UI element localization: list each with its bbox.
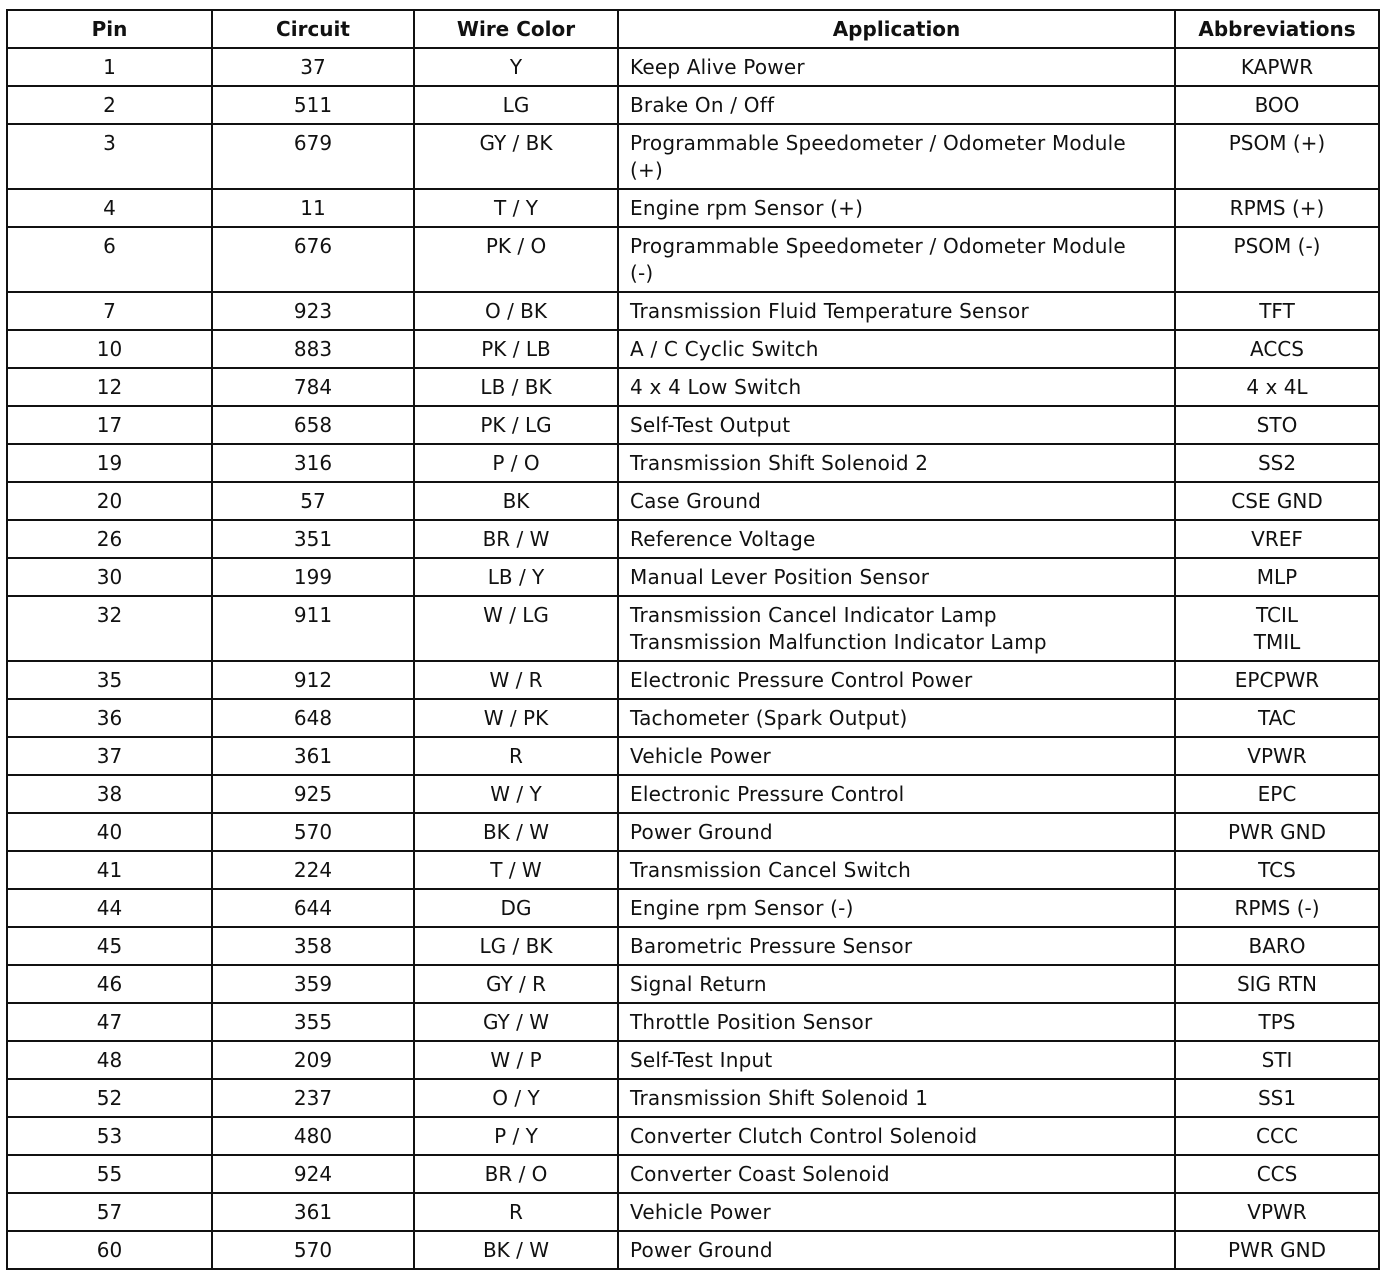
table-row — [7, 775, 1379, 813]
table-row — [7, 482, 1379, 520]
abbreviation-cell — [1175, 596, 1379, 661]
table-row — [7, 596, 1379, 661]
application-line: Case Ground — [630, 489, 762, 513]
application-cell — [618, 330, 1175, 368]
circuit-cell: 316 — [212, 444, 414, 482]
application-line: A / C Cyclic Switch — [630, 337, 819, 361]
pin-cell: 30 — [7, 558, 212, 596]
abbreviation-cell — [1175, 1079, 1379, 1117]
circuit-cell: 358 — [212, 927, 414, 965]
application-cell — [618, 699, 1175, 737]
circuit-cell: 511 — [212, 86, 414, 124]
table-row — [7, 1003, 1379, 1041]
pin-cell: 57 — [7, 1193, 212, 1231]
table-body — [7, 48, 1379, 1269]
abbreviation-cell — [1175, 368, 1379, 406]
abbreviation-cell — [1175, 330, 1379, 368]
abbreviation-line: SS2 — [1257, 451, 1297, 475]
application-cell — [618, 661, 1175, 699]
circuit-cell: 912 — [212, 661, 414, 699]
application-line: Keep Alive Power — [630, 55, 805, 79]
abbreviation-cell — [1175, 851, 1379, 889]
wire-color-cell: PK / LB — [414, 330, 618, 368]
abbreviation-cell — [1175, 1193, 1379, 1231]
application-line: Transmission Cancel Indicator Lamp — [630, 603, 997, 627]
application-cell — [618, 737, 1175, 775]
pin-cell: 47 — [7, 1003, 212, 1041]
application-line: Electronic Pressure Control — [630, 782, 905, 806]
table-row — [7, 86, 1379, 124]
pin-cell: 37 — [7, 737, 212, 775]
wire-color-cell: Y — [414, 48, 618, 86]
abbreviation-cell — [1175, 1041, 1379, 1079]
wire-color-cell: W / PK — [414, 699, 618, 737]
circuit-cell: 361 — [212, 1193, 414, 1231]
table-row — [7, 406, 1379, 444]
abbreviation-line: PWR GND — [1228, 820, 1326, 844]
pin-cell: 10 — [7, 330, 212, 368]
wire-color-cell: GY / W — [414, 1003, 618, 1041]
table-row — [7, 292, 1379, 330]
abbreviation-cell — [1175, 1003, 1379, 1041]
abbreviation-line: SS1 — [1257, 1086, 1297, 1110]
abbreviation-cell — [1175, 813, 1379, 851]
application-line: Transmission Shift Solenoid 2 — [630, 451, 929, 475]
abbreviation-line: PWR GND — [1228, 1238, 1326, 1262]
application-line: Converter Coast Solenoid — [630, 1162, 890, 1186]
abbreviation-line: VPWR — [1247, 1200, 1307, 1224]
application-line: Transmission Malfunction Indicator Lamp — [630, 630, 1047, 654]
table-row — [7, 1231, 1379, 1269]
wire-color-cell: GY / BK — [414, 124, 618, 189]
circuit-cell: 355 — [212, 1003, 414, 1041]
application-line: Power Ground — [630, 820, 773, 844]
wire-color-cell: T / W — [414, 851, 618, 889]
application-cell — [618, 1231, 1175, 1269]
abbreviation-line: BARO — [1248, 934, 1306, 958]
circuit-cell: 361 — [212, 737, 414, 775]
application-line: Barometric Pressure Sensor — [630, 934, 913, 958]
table-row — [7, 927, 1379, 965]
application-line: Manual Lever Position Sensor — [630, 565, 930, 589]
abbreviation-cell — [1175, 444, 1379, 482]
table-row — [7, 699, 1379, 737]
pin-cell: 40 — [7, 813, 212, 851]
abbreviation-line: BOO — [1254, 93, 1300, 117]
table-row — [7, 189, 1379, 227]
circuit-cell: 679 — [212, 124, 414, 189]
pin-cell: 17 — [7, 406, 212, 444]
abbreviation-line: PSOM (-) — [1233, 234, 1321, 258]
pin-cell: 36 — [7, 699, 212, 737]
table-row — [7, 1117, 1379, 1155]
circuit-cell: 570 — [212, 1231, 414, 1269]
abbreviation-line: TPS — [1258, 1010, 1296, 1034]
table-row — [7, 520, 1379, 558]
application-line: Power Ground — [630, 1238, 773, 1262]
wire-color-cell: W / Y — [414, 775, 618, 813]
abbreviation-line: 4 x 4L — [1246, 375, 1308, 399]
abbreviation-cell — [1175, 227, 1379, 292]
abbreviation-line: TFT — [1259, 299, 1295, 323]
abbreviation-cell — [1175, 965, 1379, 1003]
application-line: Programmable Speedometer / Odometer Module — [630, 234, 1126, 258]
application-line: Transmission Shift Solenoid 1 — [630, 1086, 929, 1110]
pin-cell: 4 — [7, 189, 212, 227]
pin-cell: 53 — [7, 1117, 212, 1155]
pin-cell: 52 — [7, 1079, 212, 1117]
wire-color-cell: BR / W — [414, 520, 618, 558]
table-row — [7, 330, 1379, 368]
table-row — [7, 889, 1379, 927]
abbreviation-cell — [1175, 86, 1379, 124]
pin-cell: 32 — [7, 596, 212, 661]
pin-cell: 60 — [7, 1231, 212, 1269]
pin-cell: 44 — [7, 889, 212, 927]
wire-color-cell: T / Y — [414, 189, 618, 227]
application-line: Electronic Pressure Control Power — [630, 668, 973, 692]
abbreviation-line: TMIL — [1253, 630, 1301, 654]
abbreviation-line: CSE GND — [1231, 489, 1323, 513]
circuit-cell: 359 — [212, 965, 414, 1003]
wire-color-cell: DG — [414, 889, 618, 927]
circuit-cell: 199 — [212, 558, 414, 596]
abbreviation-cell — [1175, 889, 1379, 927]
abbreviation-cell — [1175, 292, 1379, 330]
application-line: Reference Voltage — [630, 527, 816, 551]
application-cell — [618, 813, 1175, 851]
abbreviation-cell — [1175, 189, 1379, 227]
abbreviation-cell — [1175, 558, 1379, 596]
table-row — [7, 1155, 1379, 1193]
abbreviation-line: CCC — [1256, 1124, 1298, 1148]
wire-color-cell: BK / W — [414, 813, 618, 851]
circuit-cell: 480 — [212, 1117, 414, 1155]
wire-color-cell: BK / W — [414, 1231, 618, 1269]
application-cell — [618, 851, 1175, 889]
application-line: Engine rpm Sensor (-) — [630, 896, 854, 920]
pin-cell: 1 — [7, 48, 212, 86]
circuit-cell: 658 — [212, 406, 414, 444]
wire-color-cell: W / LG — [414, 596, 618, 661]
application-line: (+) — [630, 158, 663, 182]
table-row — [7, 851, 1379, 889]
circuit-cell: 883 — [212, 330, 414, 368]
circuit-cell: 209 — [212, 1041, 414, 1079]
abbreviation-line: ACCS — [1250, 337, 1304, 361]
table-row — [7, 227, 1379, 292]
pin-cell: 3 — [7, 124, 212, 189]
abbreviation-cell — [1175, 520, 1379, 558]
circuit-cell: 676 — [212, 227, 414, 292]
pin-cell: 7 — [7, 292, 212, 330]
application-cell — [618, 227, 1175, 292]
table-row — [7, 124, 1379, 189]
abbreviation-line: TCS — [1258, 858, 1296, 882]
application-cell — [618, 1003, 1175, 1041]
application-cell — [618, 124, 1175, 189]
abbreviation-cell — [1175, 661, 1379, 699]
circuit-cell: 11 — [212, 189, 414, 227]
application-cell — [618, 775, 1175, 813]
abbreviation-cell — [1175, 48, 1379, 86]
application-line: Vehicle Power — [630, 744, 771, 768]
pin-cell: 6 — [7, 227, 212, 292]
application-cell — [618, 596, 1175, 661]
abbreviation-cell — [1175, 1231, 1379, 1269]
table-row — [7, 737, 1379, 775]
column-header-pin: Pin — [7, 10, 212, 48]
wire-color-cell: P / O — [414, 444, 618, 482]
circuit-cell: 925 — [212, 775, 414, 813]
application-line: Throttle Position Sensor — [630, 1010, 873, 1034]
abbreviation-cell — [1175, 775, 1379, 813]
circuit-cell: 351 — [212, 520, 414, 558]
application-cell — [618, 482, 1175, 520]
table-row — [7, 965, 1379, 1003]
abbreviation-line: VREF — [1251, 527, 1303, 551]
wire-color-cell: GY / R — [414, 965, 618, 1003]
abbreviation-line: STI — [1261, 1048, 1293, 1072]
abbreviation-cell — [1175, 124, 1379, 189]
wire-color-cell: R — [414, 1193, 618, 1231]
abbreviation-line: VPWR — [1247, 744, 1307, 768]
table-row — [7, 1193, 1379, 1231]
application-cell — [618, 558, 1175, 596]
application-cell — [618, 520, 1175, 558]
application-cell — [618, 965, 1175, 1003]
pin-cell: 12 — [7, 368, 212, 406]
circuit-cell: 923 — [212, 292, 414, 330]
abbreviation-cell — [1175, 699, 1379, 737]
application-line: Transmission Fluid Temperature Sensor — [630, 299, 1029, 323]
abbreviation-cell — [1175, 1117, 1379, 1155]
pin-cell: 48 — [7, 1041, 212, 1079]
application-line: 4 x 4 Low Switch — [630, 375, 802, 399]
pin-cell: 41 — [7, 851, 212, 889]
wire-color-cell: PK / O — [414, 227, 618, 292]
table-row — [7, 813, 1379, 851]
abbreviation-line: EPC — [1257, 782, 1297, 806]
circuit-cell: 237 — [212, 1079, 414, 1117]
abbreviation-line: KAPWR — [1240, 55, 1314, 79]
abbreviation-line: PSOM (+) — [1228, 131, 1326, 155]
application-cell — [618, 889, 1175, 927]
table-row — [7, 661, 1379, 699]
wire-color-cell: BK — [414, 482, 618, 520]
abbreviation-line: SIG RTN — [1236, 972, 1318, 996]
circuit-cell: 37 — [212, 48, 414, 86]
table-row — [7, 558, 1379, 596]
application-cell — [618, 292, 1175, 330]
abbreviation-line: EPCPWR — [1234, 668, 1320, 692]
abbreviation-line: STO — [1256, 413, 1298, 437]
table-row — [7, 368, 1379, 406]
wire-color-cell: O / Y — [414, 1079, 618, 1117]
wire-color-cell: BR / O — [414, 1155, 618, 1193]
application-line: Converter Clutch Control Solenoid — [630, 1124, 978, 1148]
circuit-cell: 570 — [212, 813, 414, 851]
abbreviation-line: RPMS (+) — [1229, 196, 1325, 220]
pin-cell: 35 — [7, 661, 212, 699]
pin-cell: 20 — [7, 482, 212, 520]
application-cell — [618, 1193, 1175, 1231]
circuit-cell: 648 — [212, 699, 414, 737]
wire-color-cell: LG — [414, 86, 618, 124]
application-cell — [618, 1041, 1175, 1079]
application-cell — [618, 406, 1175, 444]
application-cell — [618, 48, 1175, 86]
abbreviation-cell — [1175, 482, 1379, 520]
abbreviation-cell — [1175, 1155, 1379, 1193]
column-header-application: Application — [618, 10, 1175, 48]
application-cell — [618, 189, 1175, 227]
circuit-cell: 644 — [212, 889, 414, 927]
column-header-circuit: Circuit — [212, 10, 414, 48]
pin-cell: 45 — [7, 927, 212, 965]
application-cell — [618, 1117, 1175, 1155]
table-header-row — [7, 10, 1379, 48]
column-header-abbreviations: Abbreviations — [1175, 10, 1379, 48]
application-line: Transmission Cancel Switch — [630, 858, 911, 882]
table-row — [7, 48, 1379, 86]
column-header-wire-color: Wire Color — [414, 10, 618, 48]
abbreviation-line: MLP — [1256, 565, 1298, 589]
table-row — [7, 1041, 1379, 1079]
circuit-cell: 784 — [212, 368, 414, 406]
pinout-table — [6, 9, 1380, 1270]
pin-cell: 55 — [7, 1155, 212, 1193]
pin-cell: 2 — [7, 86, 212, 124]
wire-color-cell: LG / BK — [414, 927, 618, 965]
pinout-document — [6, 9, 1378, 1270]
application-line: Vehicle Power — [630, 1200, 771, 1224]
abbreviation-line: RPMS (-) — [1234, 896, 1320, 920]
application-line: Engine rpm Sensor (+) — [630, 196, 864, 220]
pin-cell: 26 — [7, 520, 212, 558]
circuit-cell: 911 — [212, 596, 414, 661]
pin-cell: 38 — [7, 775, 212, 813]
application-cell — [618, 1155, 1175, 1193]
abbreviation-line: TCIL — [1255, 603, 1299, 627]
wire-color-cell: R — [414, 737, 618, 775]
abbreviation-line: TAC — [1258, 706, 1296, 730]
application-line: Tachometer (Spark Output) — [630, 706, 908, 730]
abbreviation-cell — [1175, 406, 1379, 444]
circuit-cell: 57 — [212, 482, 414, 520]
application-line: Self-Test Input — [630, 1048, 773, 1072]
wire-color-cell: PK / LG — [414, 406, 618, 444]
application-line: Programmable Speedometer / Odometer Module — [630, 131, 1126, 155]
wire-color-cell: P / Y — [414, 1117, 618, 1155]
application-cell — [618, 86, 1175, 124]
abbreviation-cell — [1175, 737, 1379, 775]
application-line: Brake On / Off — [630, 93, 775, 117]
application-cell — [618, 927, 1175, 965]
application-line: Self-Test Output — [630, 413, 791, 437]
table-row — [7, 444, 1379, 482]
abbreviation-line: CCS — [1256, 1162, 1298, 1186]
application-line: Signal Return — [630, 972, 767, 996]
wire-color-cell: LB / Y — [414, 558, 618, 596]
pin-cell: 19 — [7, 444, 212, 482]
abbreviation-cell — [1175, 927, 1379, 965]
wire-color-cell: LB / BK — [414, 368, 618, 406]
circuit-cell: 224 — [212, 851, 414, 889]
wire-color-cell: W / P — [414, 1041, 618, 1079]
application-cell — [618, 444, 1175, 482]
wire-color-cell: O / BK — [414, 292, 618, 330]
application-cell — [618, 1079, 1175, 1117]
wire-color-cell: W / R — [414, 661, 618, 699]
pin-cell: 46 — [7, 965, 212, 1003]
circuit-cell: 924 — [212, 1155, 414, 1193]
application-line: (-) — [630, 261, 654, 285]
table-row — [7, 1079, 1379, 1117]
application-cell — [618, 368, 1175, 406]
